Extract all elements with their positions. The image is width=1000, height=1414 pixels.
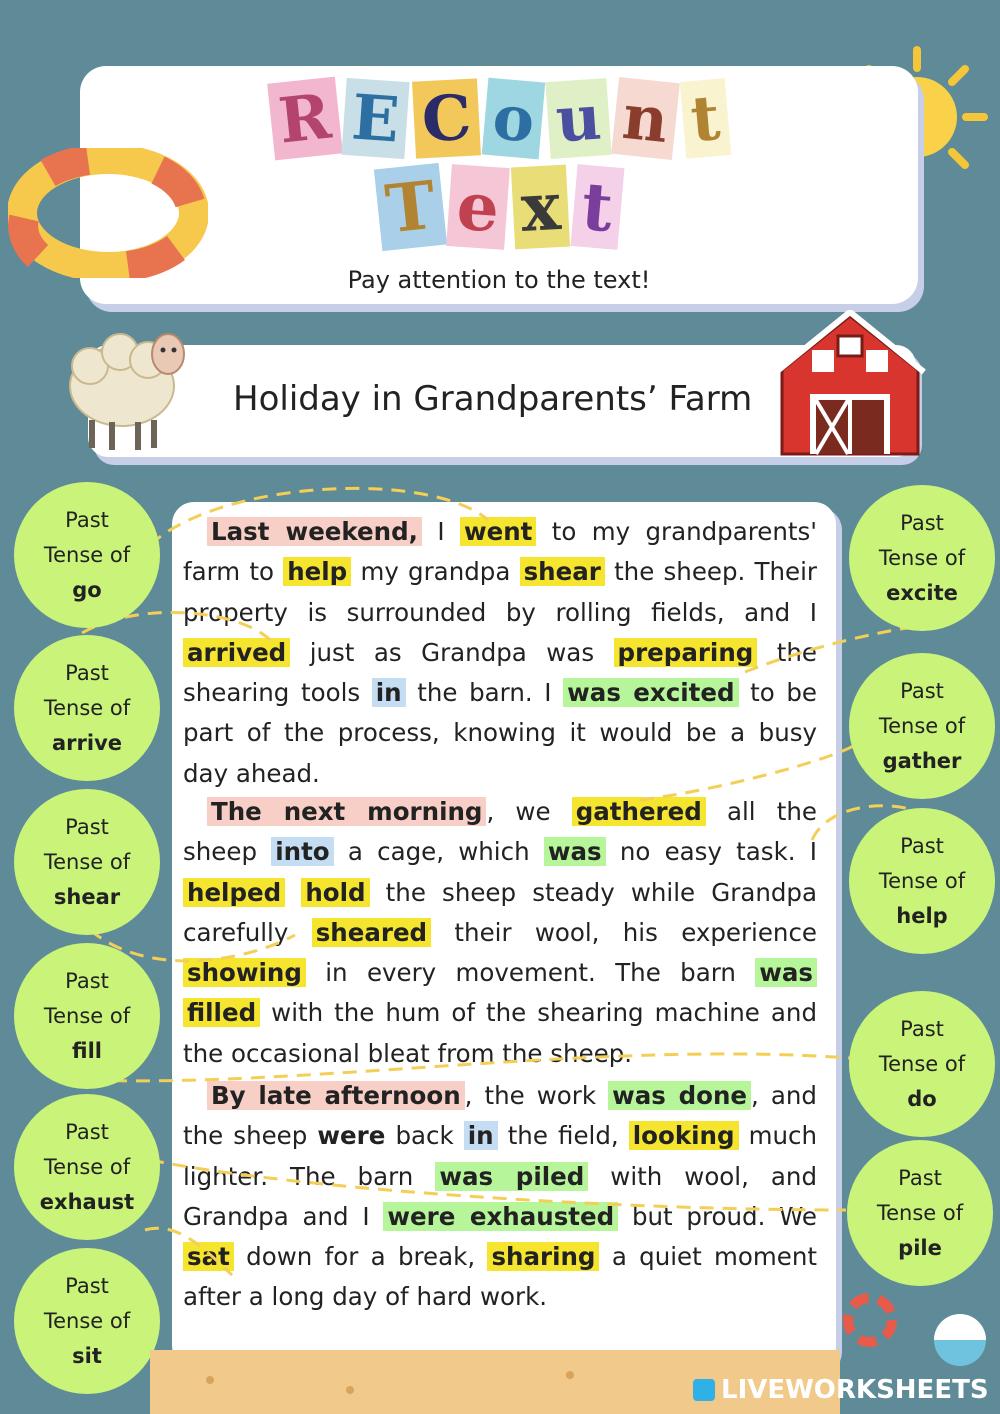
hint-circle-do: Past Tense of do (849, 991, 995, 1137)
time-phrase-highlight: Last weekend, (207, 517, 422, 546)
verb-highlight: was piled (435, 1162, 588, 1191)
hint-circle-pile: Past Tense of pile (847, 1140, 993, 1286)
title-letter-tile: C (412, 78, 481, 158)
verb-highlight: filled (183, 998, 260, 1027)
hint-verb: help (896, 903, 948, 928)
hint-circle-excite: Past Tense of excite (849, 485, 995, 631)
verb-highlight: was (755, 958, 817, 987)
hint-verb: do (907, 1086, 937, 1111)
verb-highlight: sharing (487, 1242, 599, 1271)
text-run: in every movement. The barn (305, 958, 756, 988)
verb-highlight: went (460, 517, 536, 546)
verb-highlight: looking (629, 1121, 739, 1150)
hint-verb: sit (72, 1343, 102, 1368)
text-run: , the work (464, 1081, 609, 1110)
text-run: the sheep. Their property is surrounded by rolling fields, and I (183, 557, 817, 627)
text-run: a quiet moment after a long day of hard work. (183, 1242, 817, 1312)
text-run: just as Grandpa was (290, 637, 614, 667)
text-run: with the hum of the shearing machine and the occasional bleat from the sheep. (183, 998, 817, 1068)
verb-highlight: hold (301, 878, 369, 907)
verb-highlight: were exhausted (383, 1202, 618, 1231)
hint-circle-go: Past Tense of go (14, 482, 160, 628)
brand-logo-icon (693, 1379, 715, 1401)
text-run: with wool, and Grandpa and I (183, 1161, 817, 1231)
hint-circle-fill: Past Tense of fill (14, 943, 160, 1089)
verb-highlight: helped (183, 878, 285, 907)
hint-verb: fill (72, 1038, 102, 1063)
hint-circle-sit: Past Tense of sit (14, 1248, 160, 1394)
verb-highlight: gathered (572, 797, 706, 826)
hint-verb: shear (53, 884, 121, 909)
hint-circle-exhaust: Past Tense of exhaust (14, 1094, 160, 1240)
hint-circle-help: Past Tense of help (849, 808, 995, 954)
text-run: I (421, 517, 460, 546)
title-letter-tile: t (679, 78, 730, 159)
title-letter-tile: E (342, 78, 410, 159)
text-run: to my grandparents' farm to (183, 517, 817, 587)
verb-highlight: was (544, 837, 606, 866)
verb-highlight: sat (183, 1242, 234, 1271)
story-heading: Holiday in Grandparents’ Farm (233, 379, 753, 419)
text-run: their wool, his experience (431, 917, 817, 947)
text-run: , we (486, 797, 572, 826)
verb-highlight: help (283, 557, 351, 586)
title-letter-tile: T (373, 163, 446, 251)
title-letter-tile: u (546, 78, 612, 159)
verb-highlight: arrived (183, 638, 290, 667)
hint-verb: go (72, 577, 102, 602)
text-run: back (385, 1121, 464, 1151)
text-run: , and the sheep (183, 1081, 817, 1151)
verb-highlight: showing (183, 958, 306, 987)
beach-ball-icon (840, 1280, 1000, 1380)
footer-brand: LIVEWORKSHEETS (693, 1375, 989, 1405)
hint-circle-arrive: Past Tense of arrive (14, 635, 160, 781)
text-run: the sheep steady while Grandpa carefully (183, 877, 817, 947)
text-run: a cage, which (333, 837, 544, 867)
text-run: much lighter. The barn (183, 1121, 817, 1191)
hint-verb: pile (898, 1235, 942, 1260)
verb-highlight: were (317, 1121, 386, 1151)
text-run: all the sheep (183, 797, 817, 867)
text-run: down for a break, (233, 1242, 488, 1272)
verb-highlight: shear (520, 557, 605, 586)
title-letter-tile: t (570, 164, 623, 250)
title-letter-tile: x (511, 165, 571, 250)
hint-circle-gather: Past Tense of gather (849, 653, 995, 799)
text-run: but proud. We (618, 1201, 817, 1231)
hint-verb: exhaust (39, 1189, 135, 1214)
text-run: my grandpa (351, 557, 520, 587)
verb-highlight: was excited (563, 678, 738, 707)
preposition-highlight: into (271, 837, 333, 866)
text-run: no easy task. I (605, 837, 818, 867)
title-letter-tile: n (612, 77, 681, 160)
hint-verb: arrive (51, 730, 122, 755)
text-run: the barn. I (405, 678, 564, 708)
text-run: to be part of the process, knowing it would be a busy day ahead. (183, 678, 818, 788)
verb-highlight: was done (608, 1081, 751, 1110)
hint-verb: excite (886, 580, 958, 605)
preposition-highlight: in (464, 1121, 498, 1150)
preposition-highlight: in (372, 678, 406, 707)
title-letter-tile: e (446, 164, 510, 250)
hint-circle-shear: Past Tense of shear (14, 789, 160, 935)
time-phrase-highlight: The next morning (207, 797, 486, 826)
title-letter-tile: o (482, 78, 546, 160)
verb-highlight: preparing (614, 638, 758, 667)
hint-verb: gather (882, 748, 962, 773)
text-run: the shearing tools (183, 637, 817, 708)
verb-highlight: sheared (312, 918, 431, 947)
subtitle: Pay attention to the text! (347, 266, 651, 294)
title-letter-tile: R (267, 77, 342, 161)
time-phrase-highlight: By late afternoon (207, 1081, 465, 1110)
text-run: the field, (497, 1121, 629, 1151)
